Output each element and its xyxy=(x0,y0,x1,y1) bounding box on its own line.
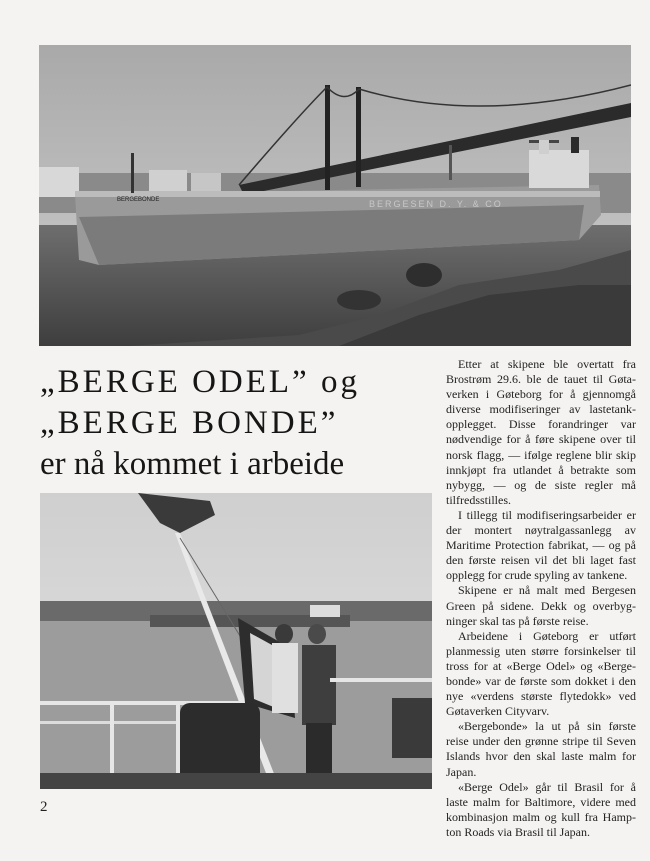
tanker-photo-image xyxy=(39,45,631,346)
article-text xyxy=(446,357,636,840)
flag-raising-photo-image xyxy=(40,493,432,789)
headline xyxy=(40,362,440,485)
article-paragraph: Arbeidene i Gøteborg er utført planmessig uten større forsinkelser til tross for at «Berge Odel» og «Bergebonde» var de første som dokket i den nye «verdens største flytedokk» ved Gøtaverken Cityvarv. xyxy=(446,628,636,719)
article-paragraph: I tillegg til modifiseringsarbeider er der montert nøytralgassanlegg av Maritime Protection fabrikat, — og på den første reisen vil det bli laget fast opplegg for crude spyling av tankene. xyxy=(446,507,636,583)
article-paragraph: «Berge Odel» går til Brasil for å laste malm for Baltimore, videre med kombinasjon malm og kull fra Hampton Roads via Brasil til Japan. xyxy=(446,779,636,839)
hull-name-bow: BERGEBONDE xyxy=(117,197,160,203)
tanker-photo xyxy=(39,45,631,346)
hull-side-text: BERGESEN D. Y. & CO xyxy=(369,199,503,209)
article-paragraph: Skipene er nå malt med Bergesen Green på sidene. Dekk og overbygninger skal tas på første reise. xyxy=(446,583,636,628)
page-number: 2 xyxy=(40,799,48,815)
headline-line-2: „BERGE BONDE” xyxy=(40,405,339,441)
headline-line-1: „BERGE ODEL” og xyxy=(40,364,360,400)
flag-raising-photo xyxy=(40,493,432,789)
article-paragraph: «Bergebonde» la ut på sin første reise under den grønne stripe til Seven Islands hvor den skal laste malm for Japan. xyxy=(446,719,636,779)
headline-line-3: er nå kommet i arbeide xyxy=(40,446,345,482)
article-paragraph: Etter at skipene ble overtatt fra Brostrøm 29.6. ble de tauet til Gøtaverken i Gøteborg for å gjennomgå diverse modifiseringer av lastetankopplegget. Disse forandringer var nødvendige for å føre skipene over til norsk flagg, — ifølge reglene blir skip innkjøpt fra utlandet å betrakte som nybygg, — og de siste regler må tilfredsstilles. xyxy=(446,357,636,507)
